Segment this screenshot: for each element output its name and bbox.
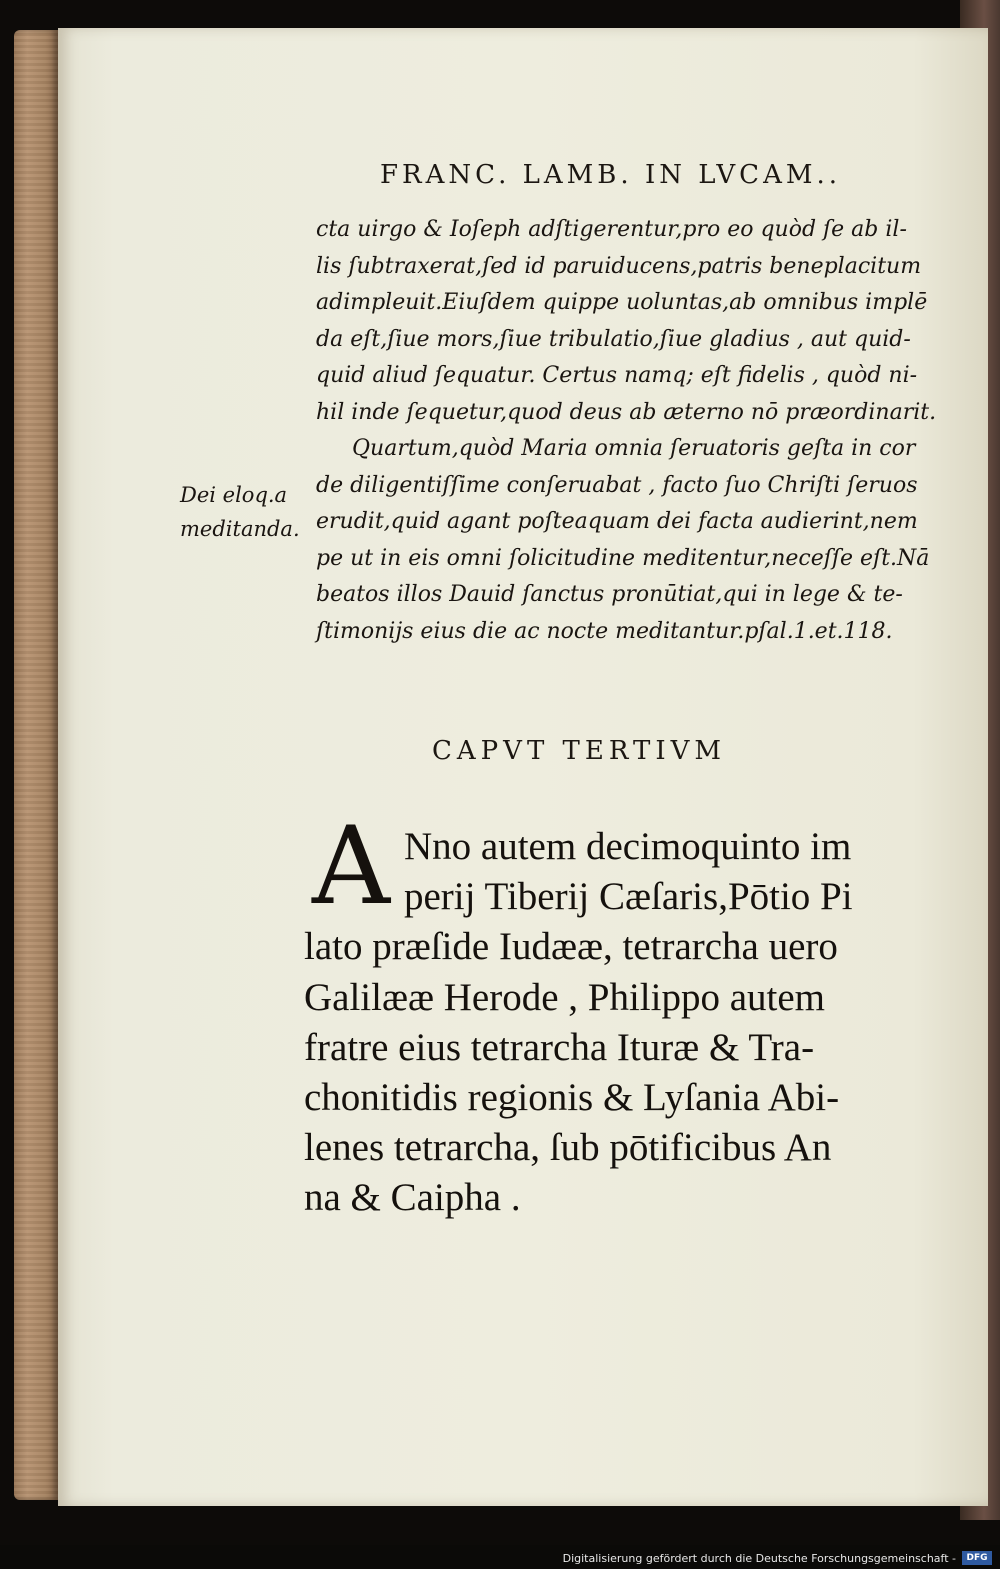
body-text [316,212,956,650]
chapter-line: fratre eius tetrarcha Ituræ & Tra- [304,1025,815,1069]
body-line: hil inde ſequetur,quod deus ab æterno nō præordinarit. [316,399,937,425]
chapter-line: Nno autem decimoquinto im [404,825,852,868]
body-line: da eſt,ſiue mors,ſiue tribulatio,ſiue gladius , aut quid- [316,326,911,352]
decorated-initial: A [312,804,390,929]
margin-note [180,478,310,546]
margin-note-line: meditanda. [180,517,300,541]
body-line: de diligentiſſime conſeruabat , facto ſuo Chriſti ſeruos [316,472,918,498]
body-line: pe ut in eis omni ſolicitudine meditentur,neceſſe eſt.Nā [316,545,930,571]
chapter-line: lato præſide Iudææ, tetrarcha uero [304,925,838,969]
body-line: beatos illos Dauid ſanctus pronūtiat,qui in lege & te- [316,582,903,607]
dfg-logo: DFG [962,1551,992,1565]
body-line: lis ſubtraxerat,ſed id paruiducens,patris beneplacitum [316,253,922,279]
body-line: Quartum,quòd Maria omnia ſeruatoris geſta in cor [352,436,916,461]
chapter-text [304,822,944,1224]
body-line: erudit,quid agant poſteaquam dei facta audierint,nem [316,509,918,534]
chapter-line: perij Tiberij Cæſaris,Pōtio Pi [404,875,853,919]
book-spine [14,30,58,1500]
chapter-line: chonitidis regionis & Lyſania Abi- [304,1076,840,1120]
chapter-line: Galilææ Herode , Philippo autem [304,975,826,1019]
body-line: ſtimonijs eius die ac nocte meditantur.pſal.1.et.118. [316,618,893,644]
footer-credit: Digitalisierung gefördert durch die Deutsche Forschungsgemeinschaft - [562,1552,956,1565]
margin-note-line: Dei eloq.a [180,483,288,507]
chapter-line: lenes tetrarcha, ſub pōtificibus An [304,1126,832,1170]
running-head: FRANC. LAMB. IN LVCAM.. [380,160,842,190]
body-line: cta uirgo & Ioſeph adſtigerentur,pro eo quòd ſe ab il- [316,217,907,242]
body-line: adimpleuit.Eiuſdem quippe uoluntas,ab omnibus implē [316,290,928,315]
chapter-line: na & Caipha . [304,1176,521,1220]
body-line: quid aliud ſequatur. Certus namq; eſt fidelis , quòd ni- [316,363,918,388]
chapter-heading: CAPVT TERTIVM [432,736,726,766]
